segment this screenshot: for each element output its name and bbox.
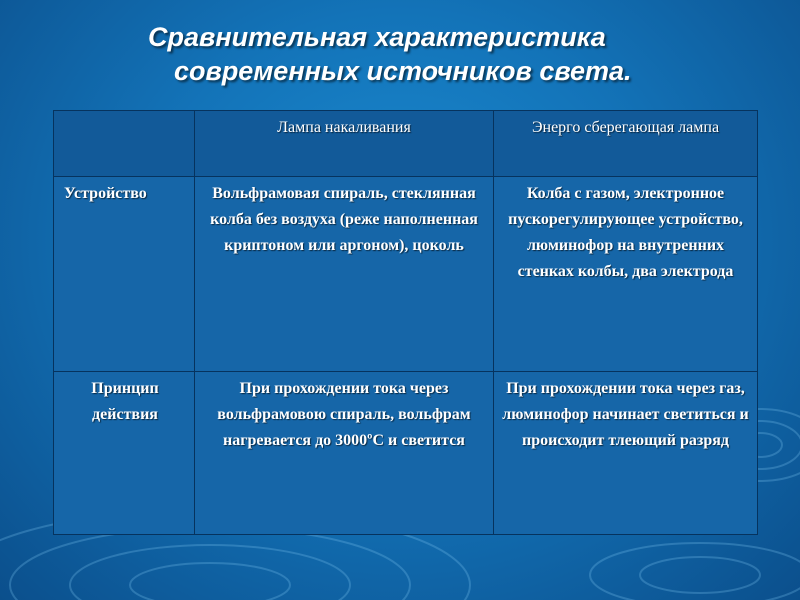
- header-incandescent: Лампа накаливания: [195, 111, 494, 177]
- page-title: [0, 20, 800, 88]
- table-row: [54, 177, 758, 372]
- table-header-row: [54, 111, 758, 177]
- cell-energy-saving-principle: При прохождении тока через газ, люминофор начинает светиться и происходит тлеющий разряд: [494, 372, 758, 535]
- row-label-device: Устройство: [54, 177, 195, 372]
- cell-incandescent-principle: При прохождении тока через вольфрамовою спираль, вольфрам нагревается до 3000ºС и светится: [195, 372, 494, 535]
- cell-energy-saving-device: Колба с газом, электронное пускорегулирующее устройство, люминофор на внутренних стенках колбы, два электрода: [494, 177, 758, 372]
- title-line-2: современных источников света.: [174, 56, 632, 86]
- cell-incandescent-device: Вольфрамовая спираль, стеклянная колба без воздуха (реже наполненная криптоном или аргоном), цоколь: [195, 177, 494, 372]
- row-label-principle: Принцип действия: [54, 372, 195, 535]
- table-row: [54, 372, 758, 535]
- header-energy-saving: Энерго сберегающая лампа: [494, 111, 758, 177]
- header-empty-cell: [54, 111, 195, 177]
- comparison-table: [53, 110, 758, 535]
- title-line-1: Сравнительная характеристика: [148, 22, 606, 52]
